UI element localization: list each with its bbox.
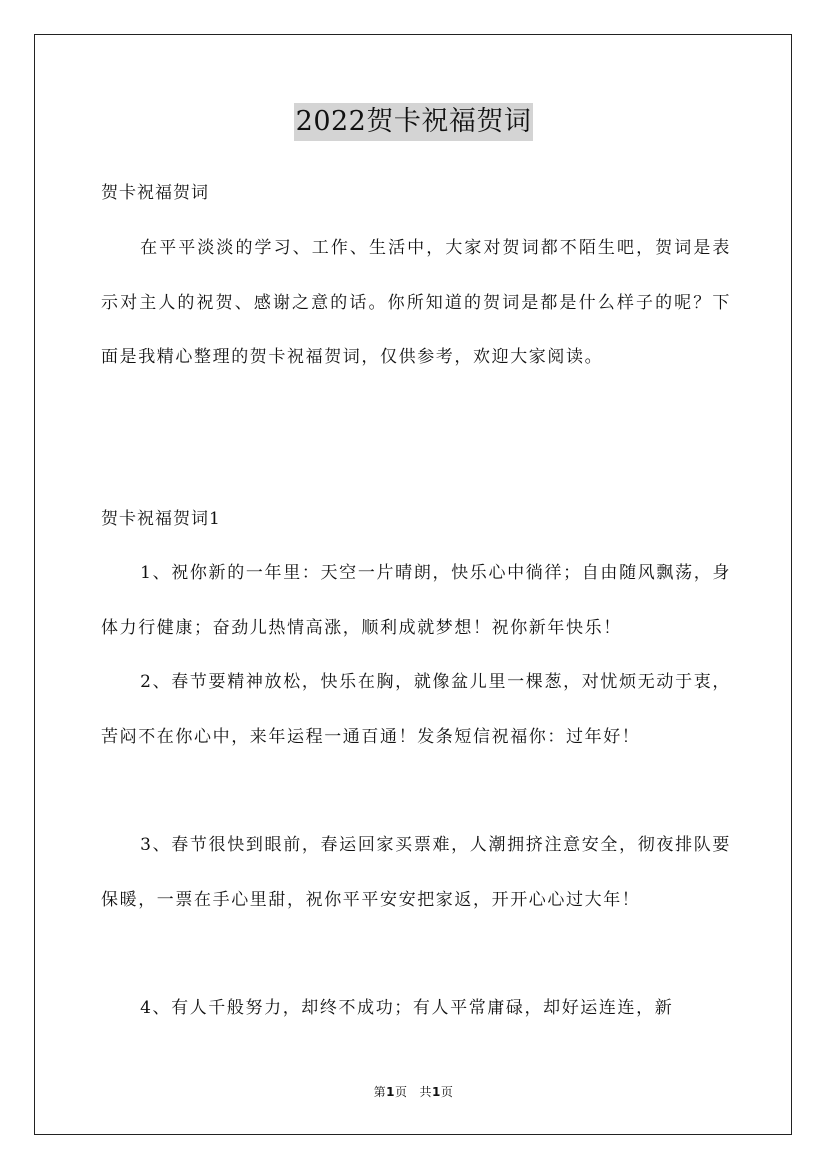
total-suffix: 页 [440, 1085, 454, 1099]
page-total: 1 [432, 1085, 441, 1099]
document-title-wrapper [0, 103, 827, 141]
document-title[interactable]: 2022贺卡祝福贺词 [294, 103, 534, 141]
page-footer [0, 1083, 827, 1100]
greeting-item-1: 1、祝你新的一年里：天空一片晴朗，快乐心中徜徉；自由随风飘荡，身体力行健康；奋劲儿热情高涨，顺利成就梦想！祝你新年快乐！ [101, 563, 731, 638]
intro-paragraph: 在平平淡淡的学习、工作、生活中，大家对贺词都不陌生吧，贺词是表示对主人的祝贺、感谢之意的话。你所知道的贺词是都是什么样子的呢？下面是我精心整理的贺卡祝福贺词，仅供参考，欢迎大家阅读。 [101, 238, 731, 367]
greeting-item-4: 4、有人千般努力，却终不成功；有人平常庸碌，却好运连连，新 [140, 998, 674, 1018]
document-subtitle: 贺卡祝福贺词 [101, 183, 209, 203]
greeting-item-3: 3、春节很快到眼前，春运回家买票难，人潮拥挤注意安全，彻夜排队要保暖，一票在手心里甜，祝你平平安安把家返，开开心心过大年！ [101, 835, 731, 910]
page-current: 1 [386, 1085, 395, 1099]
page-suffix: 页 [394, 1085, 408, 1099]
section-heading: 贺卡祝福贺词1 [101, 509, 221, 529]
total-prefix: 共 [419, 1085, 433, 1099]
page-prefix: 第 [373, 1085, 387, 1099]
greeting-item-2: 2、春节要精神放松，快乐在胸，就像盆儿里一棵葱，对忧烦无动于衷，苦闷不在你心中，来年运程一通百通！发条短信祝福你：过年好！ [101, 672, 731, 747]
